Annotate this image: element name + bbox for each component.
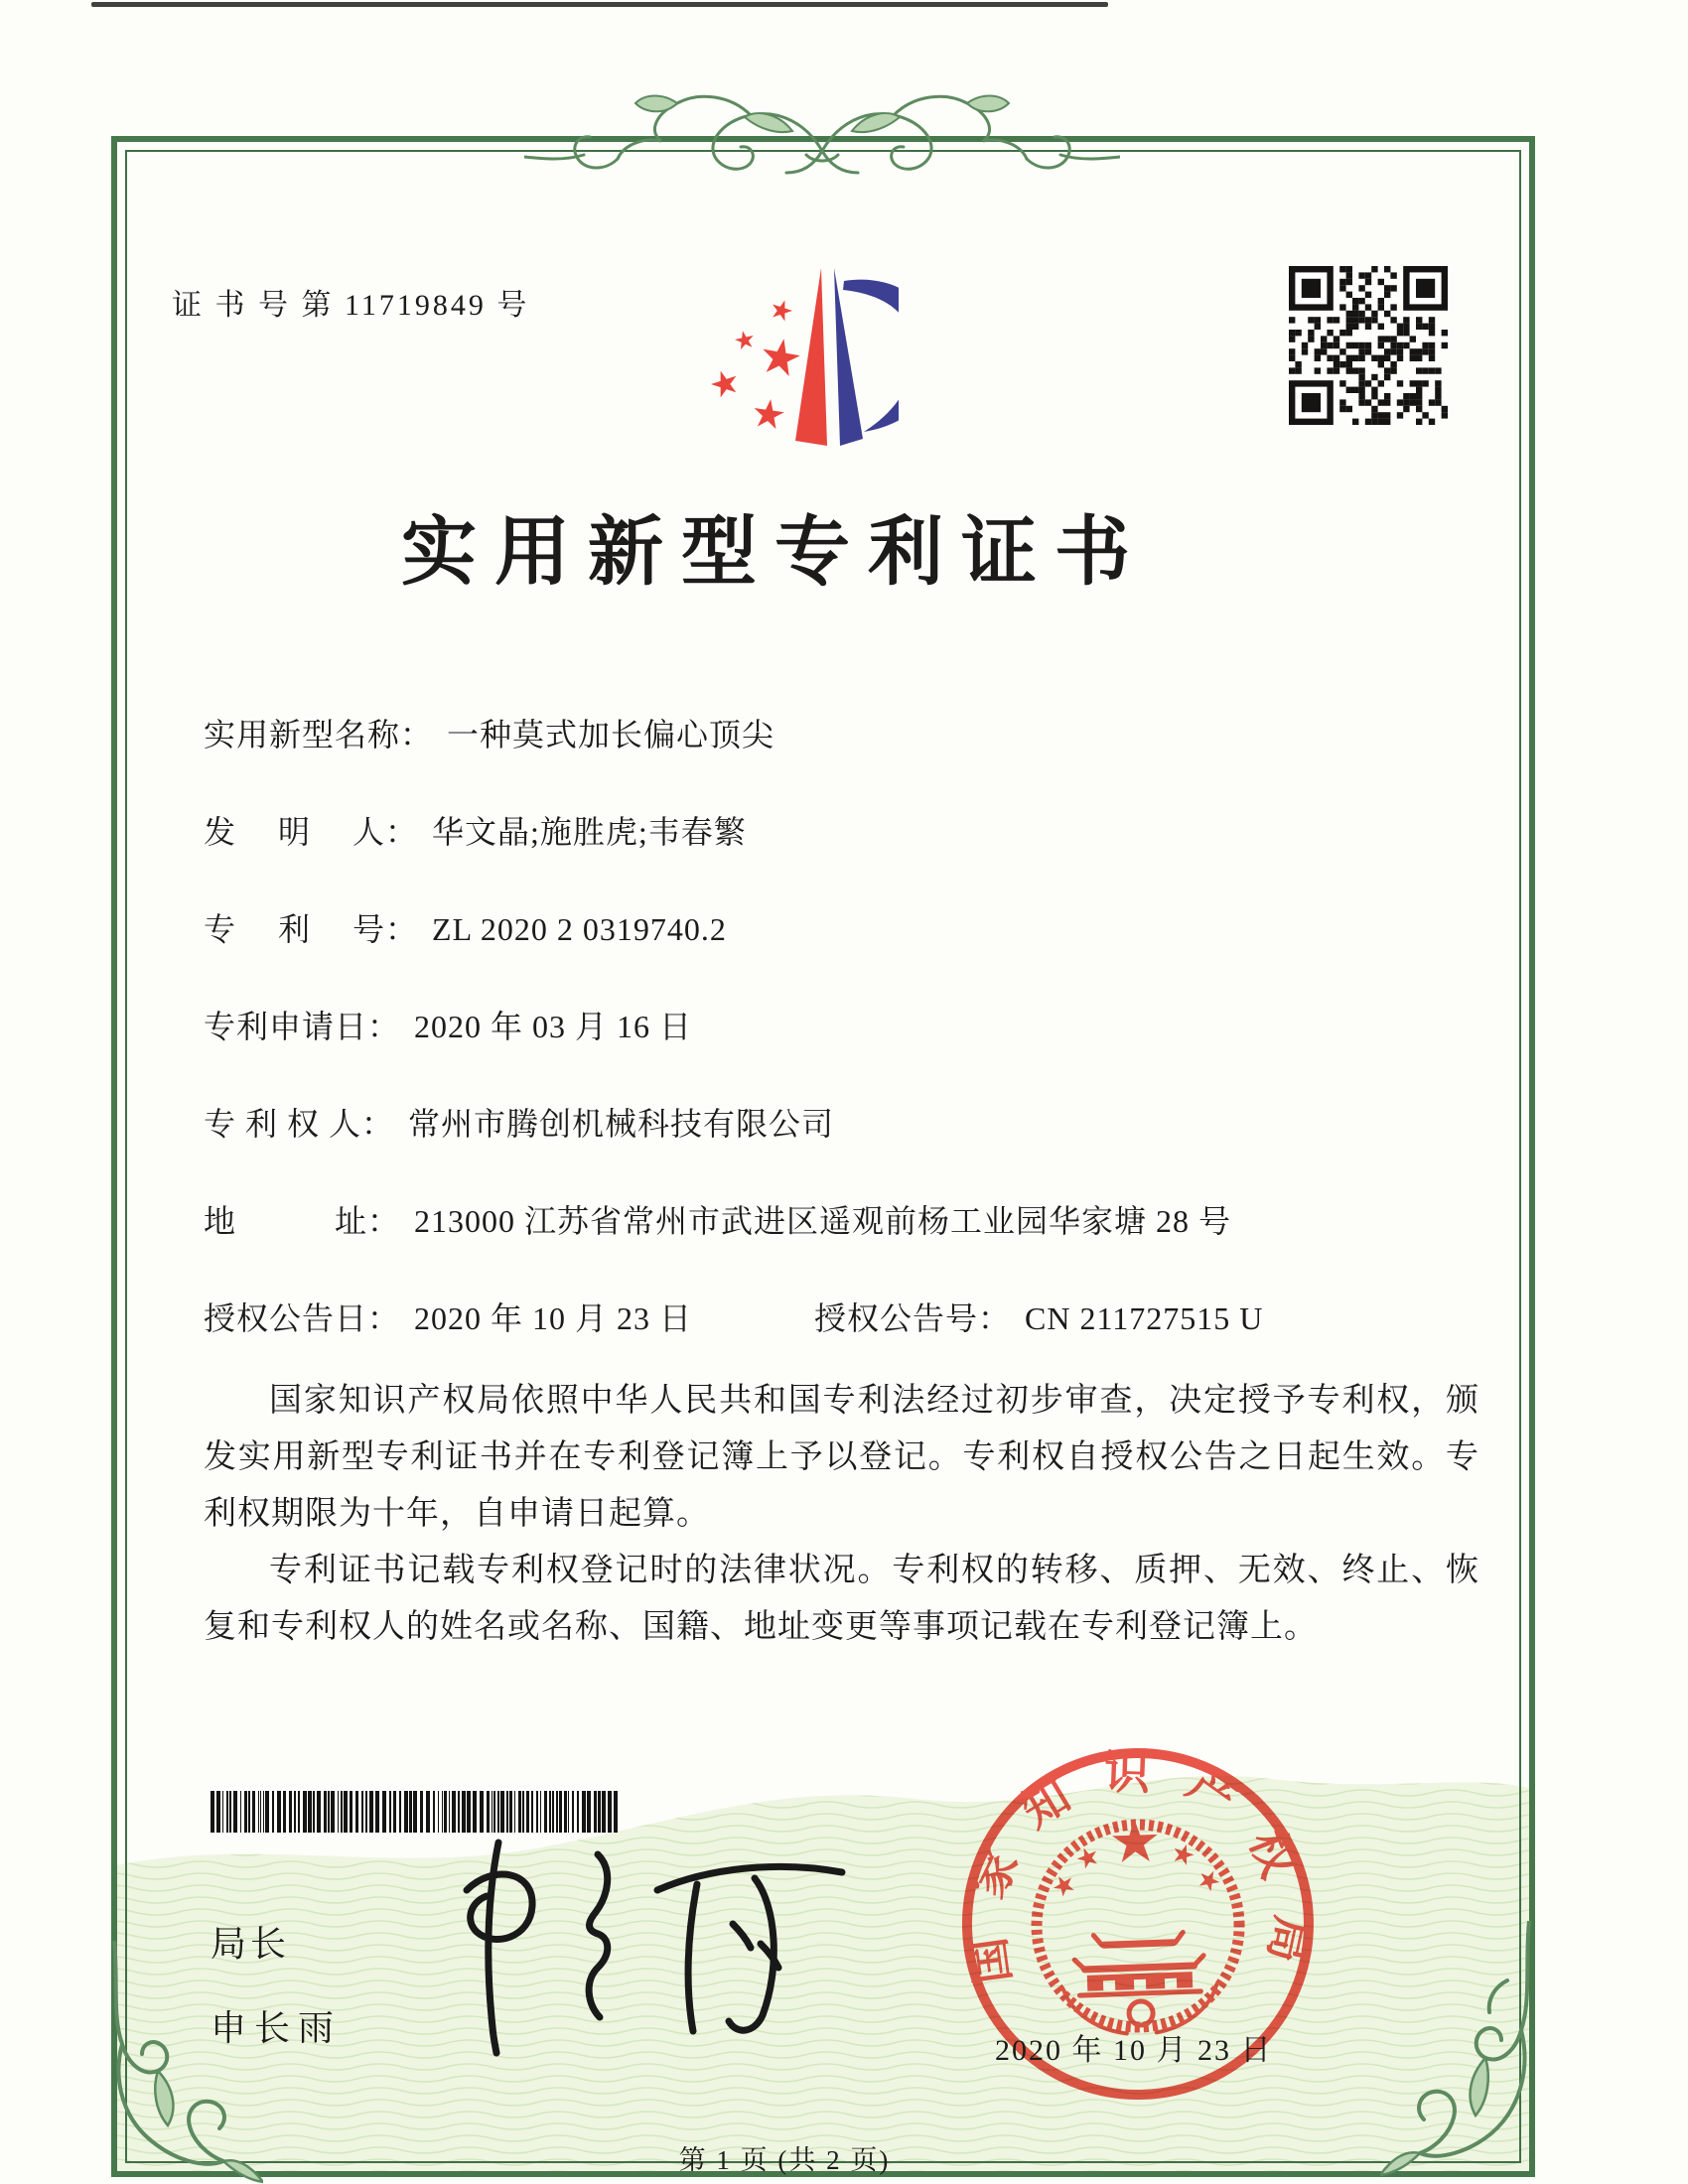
director-label: 局长 xyxy=(211,1923,291,1964)
legal-paragraph-1: 国家知识产权局依照中华人民共和国专利法经过初步审查，决定授予专利权，颁发实用新型专利证书并在专利登记簿上予以登记。专利权自授权公告之日起生效。专利权期限为十年，自申请日起算。 xyxy=(204,1383,1479,1532)
field-row-address xyxy=(204,1196,1494,1294)
field-label: 地 址： xyxy=(204,1203,401,1239)
field-row-filing-date xyxy=(204,1002,1494,1099)
field-value: 2020 年 10 月 23 日 xyxy=(414,1300,693,1336)
field-value: 常州市腾创机械科技有限公司 xyxy=(408,1106,835,1142)
director-handwritten-signature xyxy=(447,1829,874,2067)
page-number: 第 1 页 (共 2 页) xyxy=(678,2145,891,2175)
legal-paragraph-2: 专利证书记载专利权登记时的法律状况。专利权的转移、质押、无效、终止、恢复和专利权人的姓名或名称、国籍、地址变更等事项记载在专利登记簿上。 xyxy=(204,1553,1479,1645)
field-value: 2020 年 03 月 16 日 xyxy=(414,1009,693,1044)
legal-statement xyxy=(204,1373,1479,1656)
field-label: 实用新型名称： xyxy=(204,717,434,752)
field-row-patentee xyxy=(204,1099,1494,1196)
field-row-patent-no xyxy=(204,904,1494,1002)
field-value: 一种莫式加长偏心顶尖 xyxy=(447,717,775,752)
field-label: 专 利 号： xyxy=(204,911,419,947)
cnipa-logo xyxy=(693,241,899,452)
seal-date: 2020 年 10 月 23 日 xyxy=(995,2034,1273,2067)
field-value: 华文晶;施胜虎;韦春繁 xyxy=(432,814,747,850)
field-label: 专 利 权 人： xyxy=(204,1106,395,1142)
field-value: ZL 2020 2 0319740.2 xyxy=(432,911,727,947)
field-label: 发 明 人： xyxy=(204,814,419,850)
field-label: 专利申请日： xyxy=(204,1009,401,1044)
field-row-name xyxy=(204,710,1494,807)
seal-text: 国家知识产权局 xyxy=(958,1746,1319,1999)
patent-fields xyxy=(204,710,1494,1391)
certificate-number: 证 书 号 第 11719849 号 xyxy=(172,289,530,322)
barcode xyxy=(211,1791,624,1833)
field-label: 授权公告号： xyxy=(814,1300,1012,1336)
field-value: 213000 江苏省常州市武进区遥观前杨工业园华家塘 28 号 xyxy=(414,1203,1232,1239)
qr-code xyxy=(1289,266,1448,425)
field-label: 授权公告日： xyxy=(204,1300,401,1336)
field-grant-number xyxy=(814,1294,1263,1339)
certificate-title: 实用新型专利证书 xyxy=(401,511,1148,595)
field-row-inventors xyxy=(204,807,1494,904)
director-name: 申长雨 xyxy=(211,2007,343,2048)
field-value: CN 211727515 U xyxy=(1025,1300,1264,1336)
